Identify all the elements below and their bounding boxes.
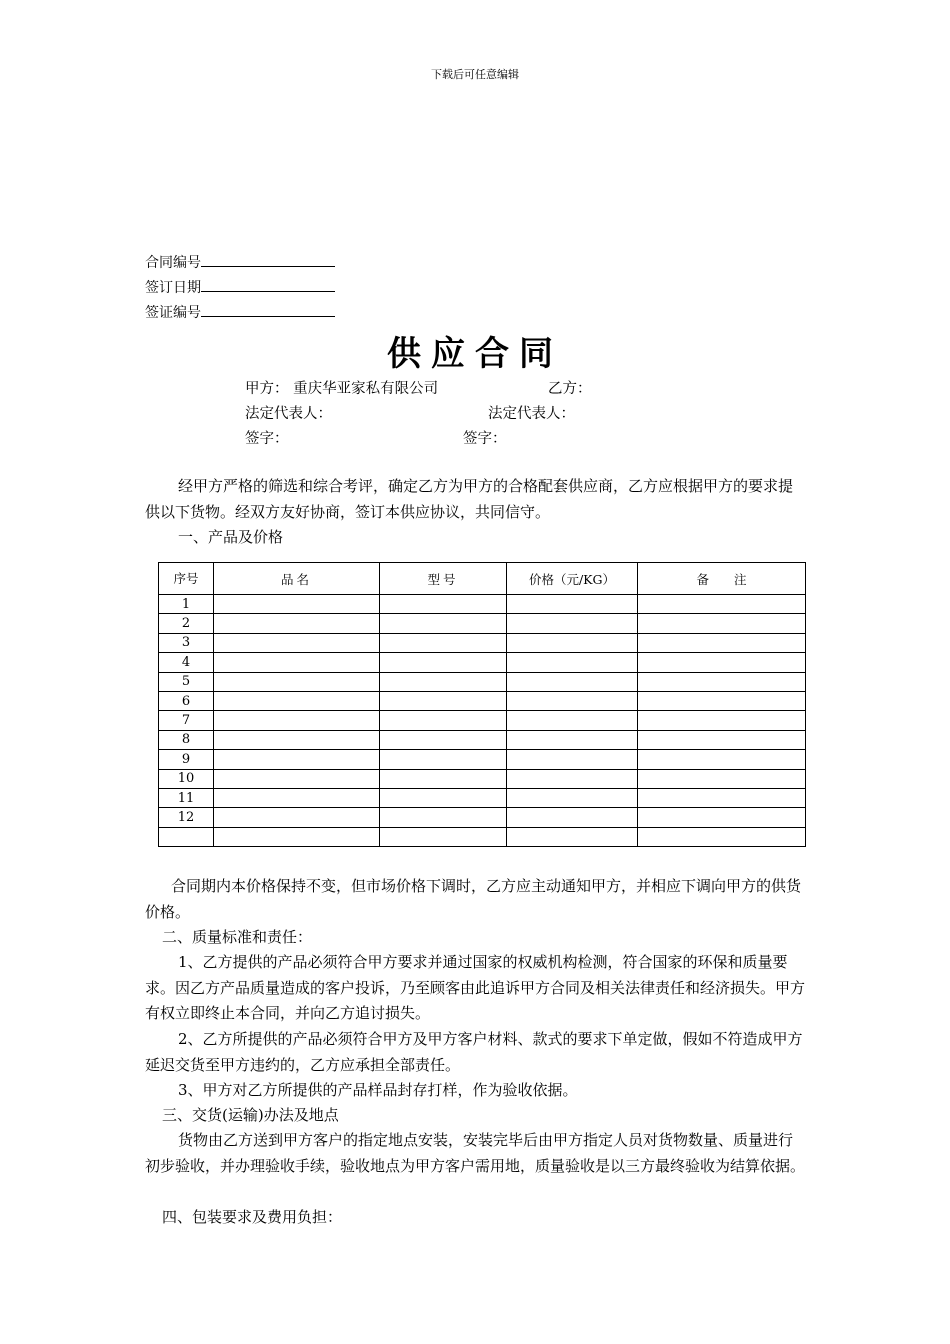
section-2-item-2: 2、乙方所提供的产品必须符合甲方及甲方客户材料、款式的要求下单定做，假如不符造成甲方延迟交货至甲方违约的，乙方应承担全部责任。 [145, 1030, 803, 1074]
col-header-seq: 序号 [159, 563, 214, 595]
table-cell [638, 595, 806, 614]
table-cell [214, 711, 380, 730]
table-cell [638, 711, 806, 730]
party-a [245, 377, 438, 398]
party-a-name: 重庆华亚家私有限公司 [293, 381, 439, 397]
row-number: 3 [159, 633, 214, 652]
row-number: 1 [159, 595, 214, 614]
table-cell [507, 769, 638, 788]
table-cell [638, 730, 806, 749]
table-header-row [159, 563, 806, 595]
page-title: 供应合同 [387, 334, 563, 374]
table-cell [380, 633, 507, 652]
table-cell [638, 808, 806, 827]
sign-b-label: 签字： [463, 431, 507, 447]
product-price-table [158, 562, 806, 847]
table-cell [214, 614, 380, 633]
row-number: 12 [159, 808, 214, 827]
contract-number-line [145, 252, 335, 272]
rep-b-label: 法定代表人： [488, 406, 575, 422]
table-cell [507, 614, 638, 633]
table-cell [214, 827, 380, 846]
visa-number-label: 签证编号 [145, 305, 201, 321]
table-cell [638, 750, 806, 769]
table-cell [507, 808, 638, 827]
party-b-label: 乙方： [548, 381, 592, 397]
table-cell [380, 672, 507, 691]
table-cell [507, 827, 638, 846]
table-row [159, 691, 806, 710]
table-cell [638, 633, 806, 652]
row-number: 8 [159, 730, 214, 749]
table-row [159, 769, 806, 788]
party-a-label: 甲方： [245, 381, 289, 397]
table-row [159, 808, 806, 827]
table-cell [380, 614, 507, 633]
table-cell [638, 788, 806, 807]
table-cell [380, 595, 507, 614]
table-cell [507, 788, 638, 807]
section-2-item-3: 3、甲方对乙方所提供的产品样品封存打样，作为验收依据。 [178, 1081, 578, 1099]
table-cell [380, 808, 507, 827]
row-number [159, 827, 214, 846]
table-row [159, 827, 806, 846]
table-row [159, 711, 806, 730]
header-note: 下载后可任意编辑 [431, 68, 519, 81]
visa-number-line [145, 302, 335, 322]
visa-number-blank [201, 304, 335, 317]
table-cell [507, 633, 638, 652]
table-row [159, 730, 806, 749]
table-row [159, 750, 806, 769]
section-2-heading: 二、质量标准和责任： [162, 928, 313, 946]
col-header-model: 型号 [380, 563, 507, 595]
sign-date-label: 签订日期 [145, 280, 201, 296]
col-header-remark: 备 注 [638, 563, 806, 595]
table-cell [214, 653, 380, 672]
table-cell [638, 769, 806, 788]
table-cell [380, 653, 507, 672]
table-cell [507, 595, 638, 614]
row-number: 2 [159, 614, 214, 633]
table-cell [638, 827, 806, 846]
table-row [159, 788, 806, 807]
table-cell [380, 711, 507, 730]
sign-date-blank [201, 279, 335, 292]
table-row [159, 614, 806, 633]
section-2-item-1: 1、乙方提供的产品必须符合甲方要求并通过国家的权威机构检测，符合国家的环保和质量要求。因乙方产品质量造成的客户投诉，乃至顾客由此追诉甲方合同及相关法律责任和经济损失。甲方有权立即终止本合同，并向乙方追讨损失。 [145, 953, 806, 1022]
table-cell [214, 808, 380, 827]
table-cell [380, 769, 507, 788]
table-cell [380, 827, 507, 846]
intro-paragraph: 经甲方严格的筛选和综合考评，确定乙方为甲方的合格配套供应商，乙方应根据甲方的要求提供以下货物。经双方友好协商，签订本供应协议，共同信守。 [145, 477, 794, 521]
sign-date-line [145, 277, 335, 297]
table-row [159, 633, 806, 652]
row-number: 5 [159, 672, 214, 691]
row-number: 6 [159, 691, 214, 710]
table-cell [214, 633, 380, 652]
table-cell [380, 730, 507, 749]
table-row [159, 672, 806, 691]
row-number: 9 [159, 750, 214, 769]
sign-a-label: 签字： [245, 431, 289, 447]
contract-number-blank [201, 254, 335, 267]
table-cell [507, 750, 638, 769]
table-cell [214, 788, 380, 807]
table-cell [638, 614, 806, 633]
table-cell [380, 691, 507, 710]
table-row [159, 653, 806, 672]
table-cell [214, 730, 380, 749]
table-cell [507, 653, 638, 672]
row-number: 4 [159, 653, 214, 672]
table-cell [507, 730, 638, 749]
price-note-paragraph: 合同期内本价格保持不变，但市场价格下调时，乙方应主动通知甲方，并相应下调向甲方的供货价格。 [145, 877, 802, 921]
row-number: 11 [159, 788, 214, 807]
table-cell [214, 595, 380, 614]
table-cell [380, 788, 507, 807]
col-header-price: 价格（元/KG） [507, 563, 638, 595]
row-number: 10 [159, 769, 214, 788]
section-3-heading: 三、交货(运输)办法及地点 [162, 1106, 339, 1124]
table-cell [214, 769, 380, 788]
col-header-name: 品名 [214, 563, 380, 595]
table-cell [380, 750, 507, 769]
table-cell [214, 672, 380, 691]
table-cell [507, 691, 638, 710]
row-number: 7 [159, 711, 214, 730]
table-cell [214, 691, 380, 710]
table-cell [638, 653, 806, 672]
table-cell [638, 672, 806, 691]
table-cell [507, 711, 638, 730]
section-4-heading: 四、包装要求及费用负担： [162, 1208, 343, 1226]
section-3-text: 货物由乙方送到甲方客户的指定地点安装，安装完毕后由甲方指定人员对货物数量、质量进行初步验收，并办理验收手续，验收地点为甲方客户需用地，质量验收是以三方最终验收为结算依据。 [145, 1131, 806, 1175]
contract-number-label: 合同编号 [145, 255, 201, 271]
table-cell [214, 750, 380, 769]
section-1-heading: 一、产品及价格 [178, 528, 284, 546]
table-row [159, 595, 806, 614]
table-cell [638, 691, 806, 710]
table-cell [507, 672, 638, 691]
rep-a-label: 法定代表人： [245, 406, 332, 422]
